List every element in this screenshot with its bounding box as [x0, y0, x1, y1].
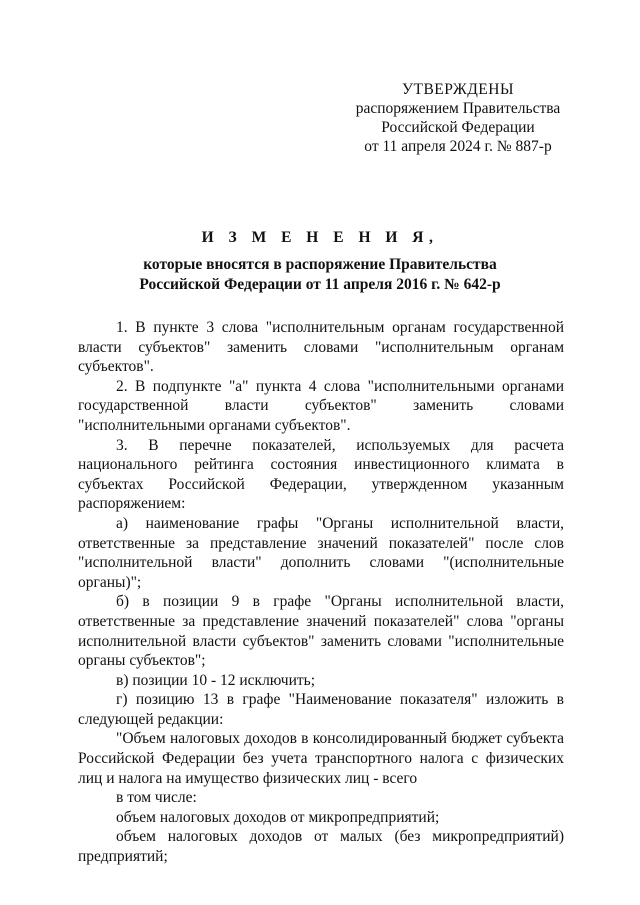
- paragraph-item-2: 2. В подпункте "а" пункта 4 слова "исполнительными органами государственной власти субъектов" заменить словами "исполнительными органами субъектов".: [78, 377, 564, 434]
- paragraph-item-3: 3. В перечне показателей, используемых для расчета национального рейтинга состояния инвестиционного климата в субъектах Российской Федерации, утвержденном указанным распоряжением:: [78, 436, 564, 513]
- document-subtitle-line-1: которые вносятся в распоряжение Правительства: [143, 256, 497, 273]
- paragraph-subitem-a: а) наименование графы "Органы исполнительной власти, ответственные за представление значений показателей" после слов "исполнительной власти" дополнить словами "(исполнительные органы)";: [78, 514, 564, 591]
- quoted-micro-enterprises: объем налоговых доходов от микропредприятий;: [116, 808, 440, 826]
- quoted-indicator-name: "Объем налоговых доходов в консолидированный бюджет субъекта Российской Федерации без учета транспортного налога с физических лиц и налога на имущество физических лиц - всего: [78, 730, 564, 787]
- document-title: И З М Е Н Е Н И Я,: [201, 229, 439, 246]
- paragraph-subitem-v: в) позиции 10 - 12 исключить;: [116, 671, 316, 689]
- paragraph-item-1: 1. В пункте 3 слова "исполнительным органам государственной власти субъектов" заменить словами "исполнительным органам субъектов".: [78, 319, 564, 376]
- approval-title: УТВЕРЖДЕНЫ: [402, 81, 514, 98]
- approval-line-1: распоряжением Правительства: [355, 100, 561, 117]
- approval-line-3: от 11 апреля 2024 г. № 887-р: [364, 138, 552, 155]
- document-heading: [76, 228, 564, 295]
- approval-stamp-block: [352, 80, 564, 156]
- paragraph-subitem-g: г) позицию 13 в графе "Наименование показателя" изложить в следующей редакции:: [78, 691, 564, 728]
- paragraph-subitem-b: б) в позиции 9 в графе "Органы исполнительной власти, ответственные за представление значений показателей" слова "органы исполнительной власти субъектов" заменить словами "исполнительные органы субъектов";: [78, 593, 564, 670]
- quoted-including: в том числе:: [116, 789, 197, 807]
- document-body: [78, 318, 564, 867]
- quoted-small-enterprises: объем налоговых доходов от малых (без микропредприятий) предприятий;: [78, 828, 564, 866]
- approval-line-2: Российской Федерации: [381, 119, 535, 136]
- document-subtitle-line-2: Российской Федерации от 11 апреля 2016 г. № 642-р: [139, 276, 501, 293]
